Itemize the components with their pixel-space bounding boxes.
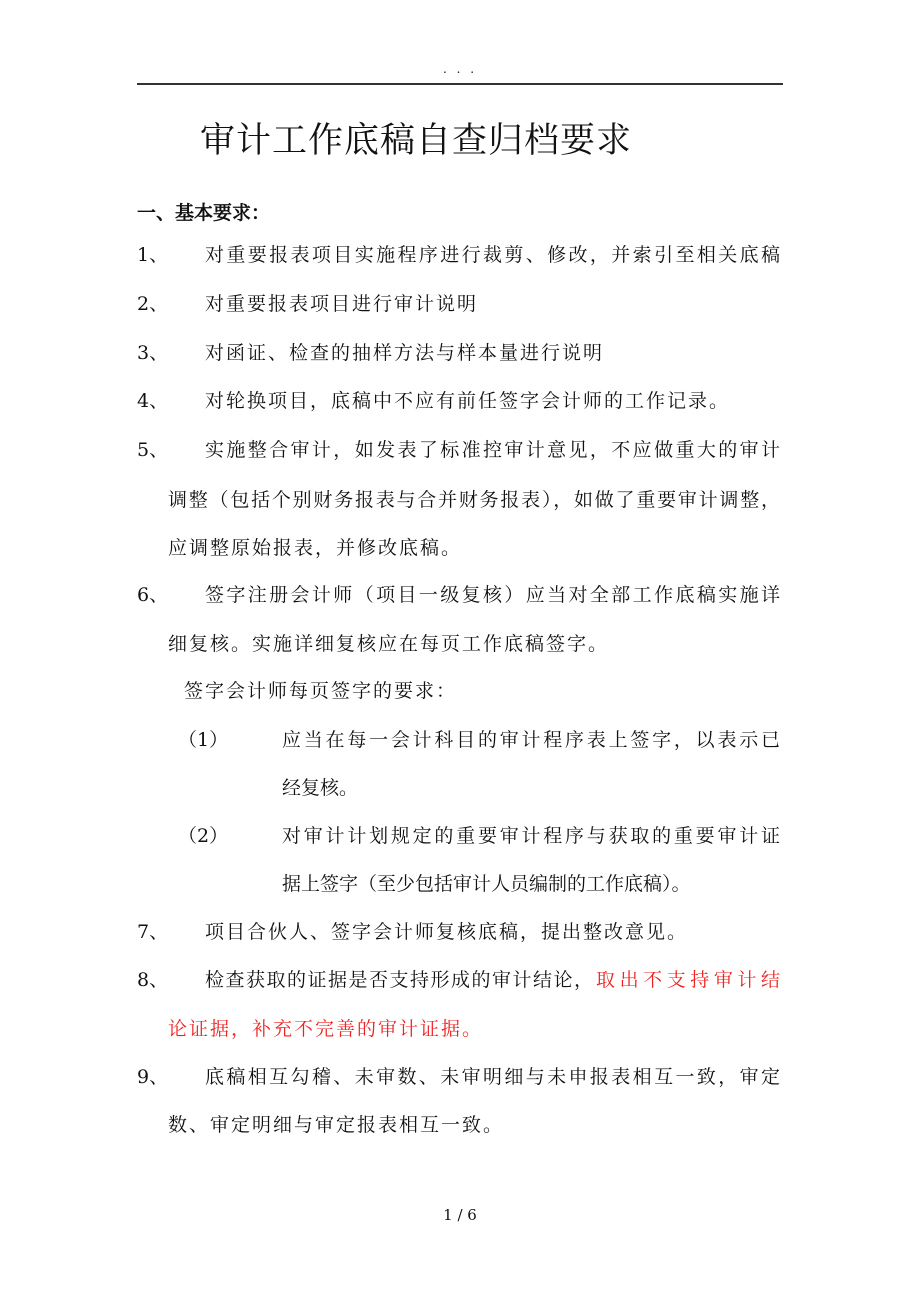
sub-item-number: （1） [178,729,229,751]
item-number: 9、 [137,1066,169,1088]
sub-item-2-line: 对审计计划规定的重要审计程序与获取的重要审计证 [282,825,780,847]
item-8-highlight: 取出不支持审计结 [596,969,780,991]
item-number: 7、 [137,921,169,943]
item-8-line: 检查获取的证据是否支持形成的审计结论， [205,969,593,991]
item-number: 5、 [137,439,169,461]
item-number: 2、 [137,293,169,315]
item-5-line: 实施整合审计，如发表了标准控审计意见，不应做重大的审计 [205,439,780,461]
item-9-line: 数、审定明细与审定报表相互一致。 [168,1114,505,1136]
item-3-line: 对函证、检查的抽样方法与样本量进行说明 [205,342,605,364]
item-number: 3、 [137,342,169,364]
item-9-line: 底稿相互勾稽、未审数、未审明细与未申报表相互一致，审定 [205,1066,780,1088]
item-7-line: 项目合伙人、签字会计师复核底稿，提出整改意见。 [205,921,689,943]
sub-item-2-line: 据上签字（至少包括审计人员编制的工作底稿）。 [282,873,691,895]
item-6-line: 细复核。实施详细复核应在每页工作底稿签字。 [168,633,610,655]
item-5-line: 调整（包括个别财务报表与合并财务报表），如做了重要审计调整， [168,489,780,511]
item-1-line: 对重要报表项目实施程序进行裁剪、修改，并索引至相关底稿 [205,244,780,266]
item-6-line: 签字注册会计师（项目一级复核）应当对全部工作底稿实施详 [205,584,780,606]
sub-item-1-line: 经复核。 [282,777,359,799]
document-title: 审计工作底稿自查归档要求 [200,121,633,161]
header-rule [137,83,783,85]
sub-intro: 签字会计师每页签字的要求： [184,680,458,702]
item-number: 1、 [137,244,169,266]
item-4-line: 对轮换项目，底稿中不应有前任签字会计师的工作记录。 [205,390,731,412]
item-number: 6、 [137,584,169,606]
page-number: 1 / 6 [443,1206,477,1224]
item-2-line: 对重要报表项目进行审计说明 [205,293,479,315]
item-number: 4、 [137,390,169,412]
item-8-highlight: 论证据，补充不完善的审计证据。 [168,1018,484,1040]
page-header-dots: . . . [442,62,478,76]
item-number: 8、 [137,969,169,991]
section-heading: 一、基本要求： [137,202,271,224]
item-5-line: 应调整原始报表，并修改底稿。 [168,537,463,559]
sub-item-number: （2） [178,825,229,847]
sub-item-1-line: 应当在每一会计科目的审计程序表上签字，以表示已 [282,729,780,751]
